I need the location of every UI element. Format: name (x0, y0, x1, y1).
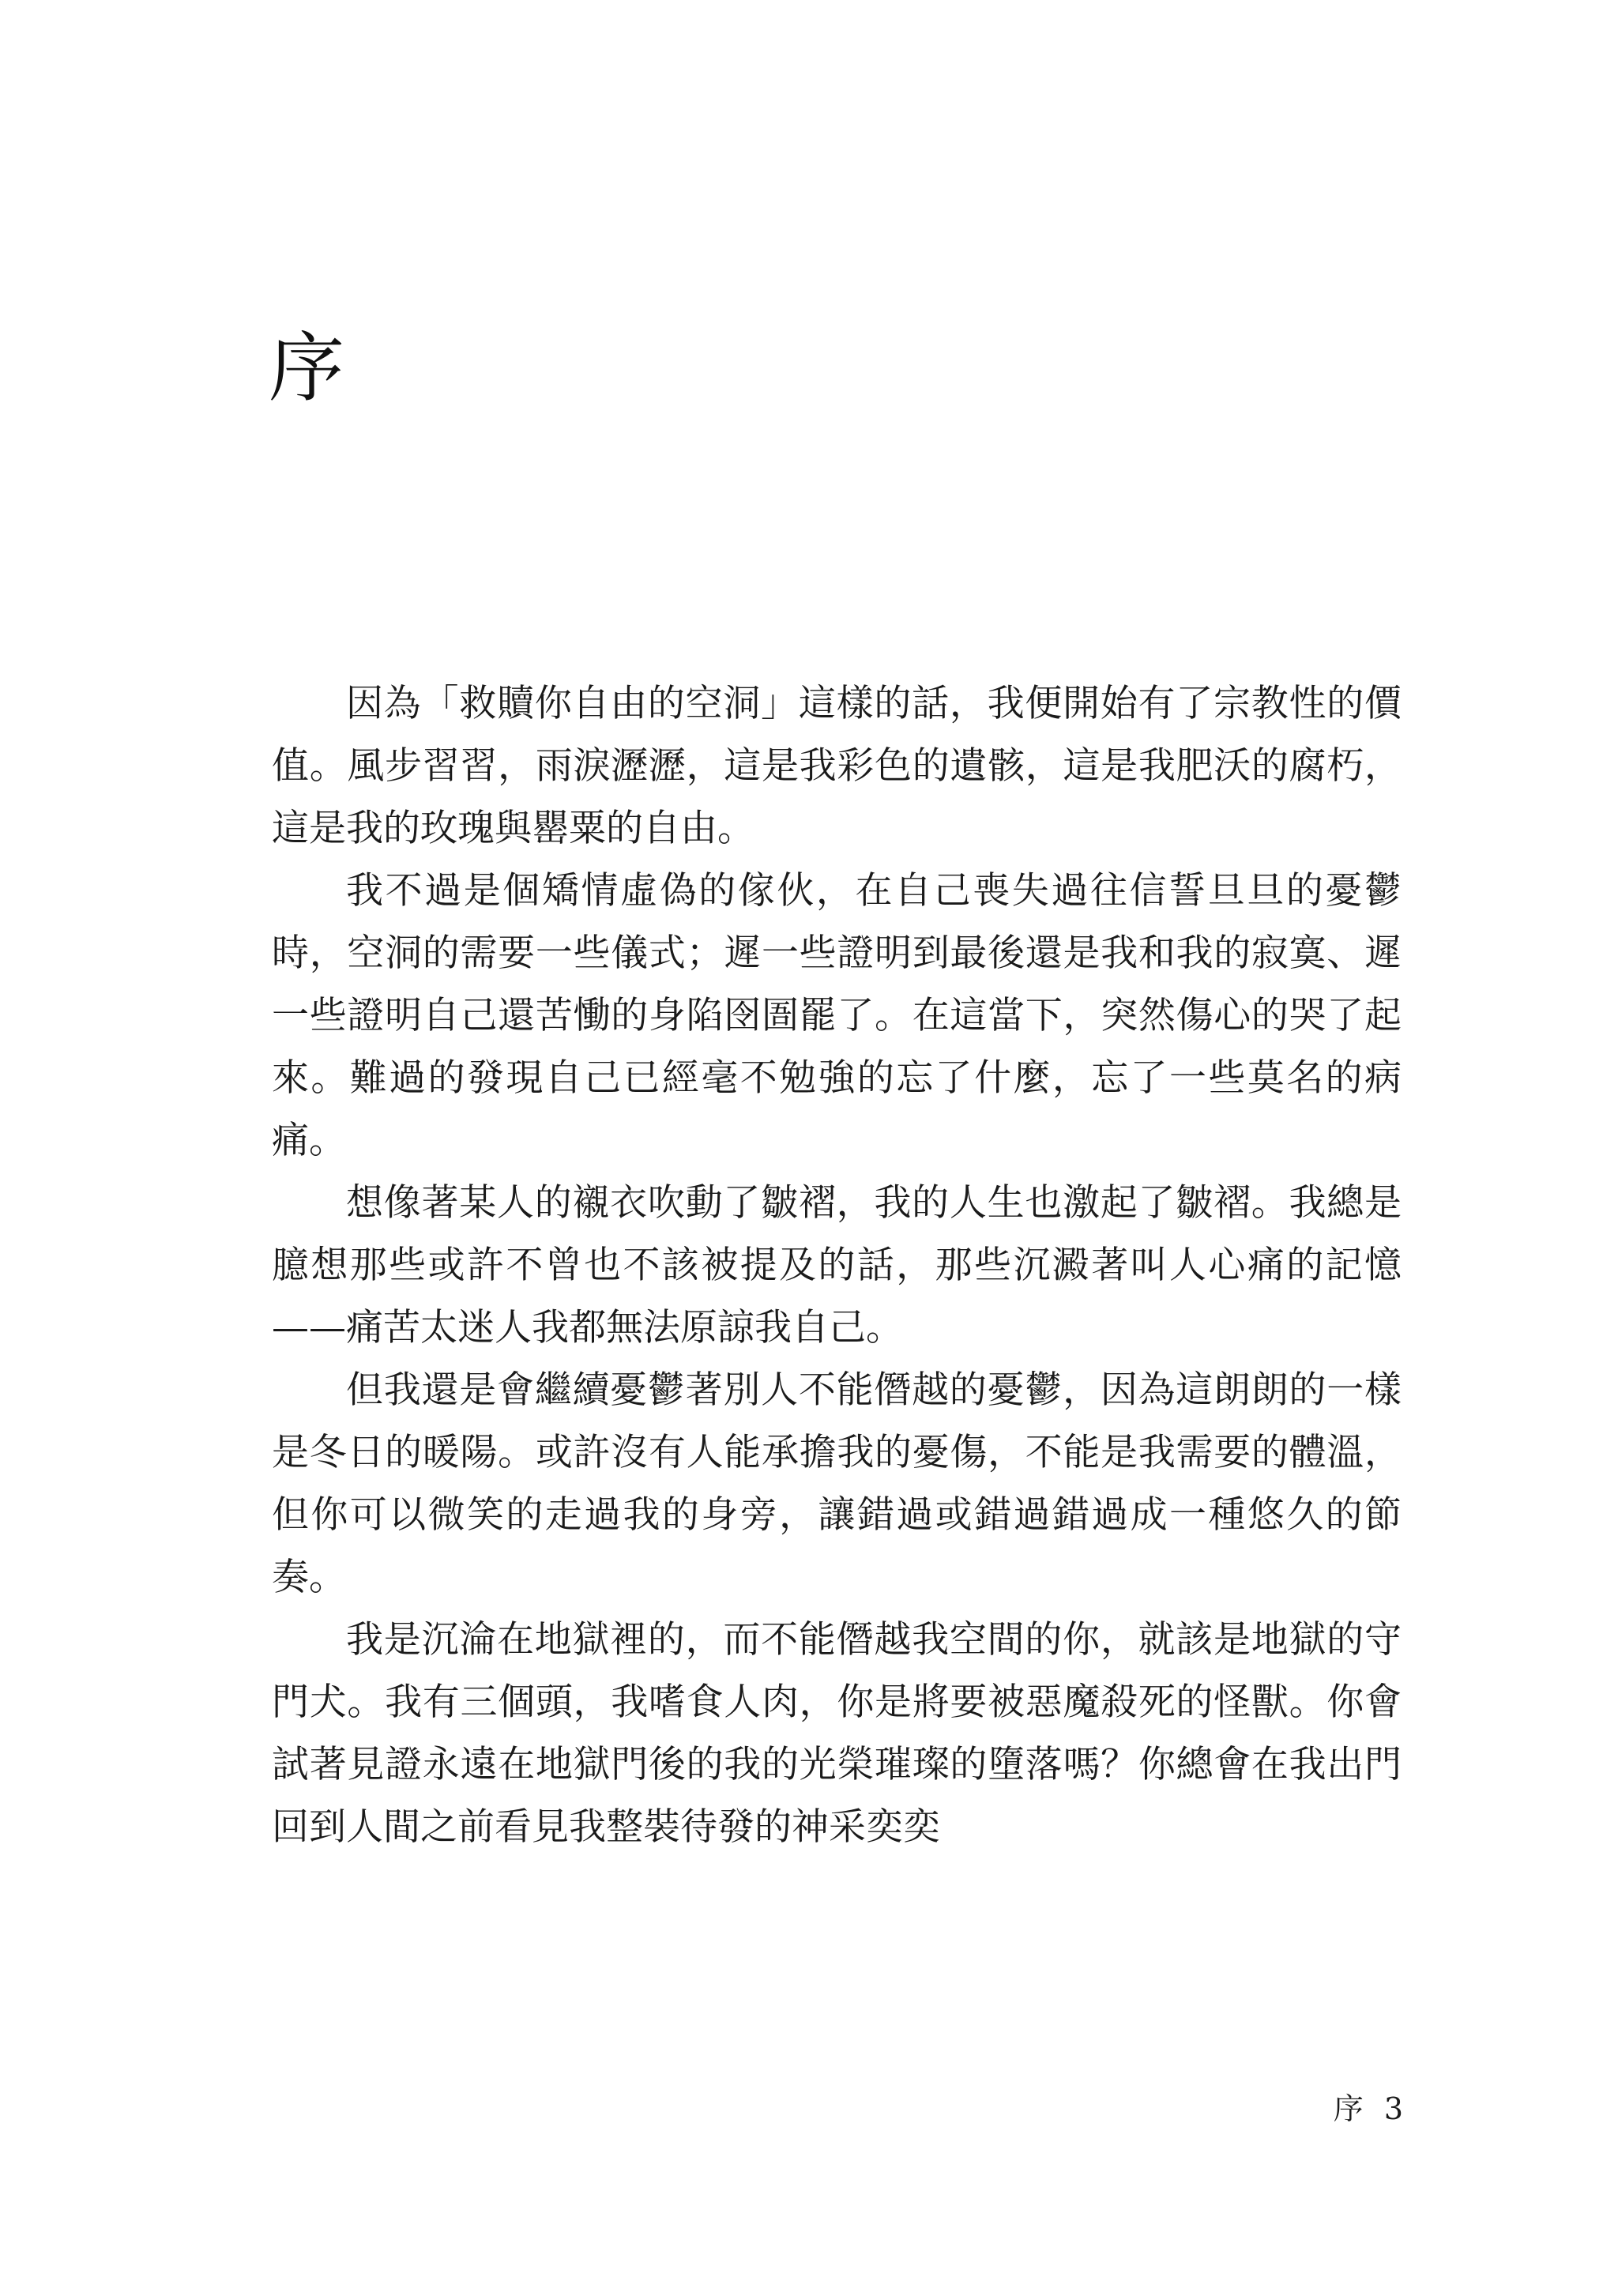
running-footer-section: 序 (1333, 2091, 1364, 2126)
page-number: 3 (1383, 2091, 1403, 2126)
chapter-title: 序 (269, 324, 344, 412)
paragraph: 因為「救贖你自由的空洞」這樣的話，我便開始有了宗教性的價值。風步習習，雨淚瀝瀝，這是我彩色的遺骸，這是我肥沃的腐朽，這是我的玫瑰與罌粟的自由。 (272, 682, 1402, 850)
page-footer (1333, 2091, 1403, 2126)
paragraph: 我不過是個矯情虛偽的傢伙，在自己喪失過往信誓旦旦的憂鬱時，空洞的需要一些儀式；遲一些證明到最後還是我和我的寂寞、遲一些證明自己還苦慟的身陷囹圄罷了。在這當下，突然傷心的哭了起來。難過的發現自己已經毫不勉強的忘了什麼，忘了一些莫名的病痛。 (272, 869, 1402, 1162)
body-text (272, 672, 1402, 1858)
paragraph: 想像著某人的襯衣吹動了皺褶，我的人生也激起了皺褶。我總是臆想那些或許不曾也不該被提及的話，那些沉澱著叫人心痛的記憶——痛苦太迷人我都無法原諒我自己。 (272, 1181, 1402, 1349)
paragraph: 我是沉淪在地獄裡的，而不能僭越我空間的你，就該是地獄的守門犬。我有三個頭，我嗜食人肉，你是將要被惡魔殺死的怪獸。你會試著見證永遠在地獄門後的我的光榮璀璨的墮落嗎？你總會在我出門回到人間之前看見我整裝待發的神采奕奕 (272, 1618, 1402, 1849)
paragraph: 但我還是會繼續憂鬱著別人不能僭越的憂鬱，因為這朗朗的一樣是冬日的暖陽。或許沒有人能承擔我的憂傷，不能是我需要的體溫，但你可以微笑的走過我的身旁，讓錯過或錯過錯過成一種悠久的節奏。 (272, 1368, 1402, 1599)
